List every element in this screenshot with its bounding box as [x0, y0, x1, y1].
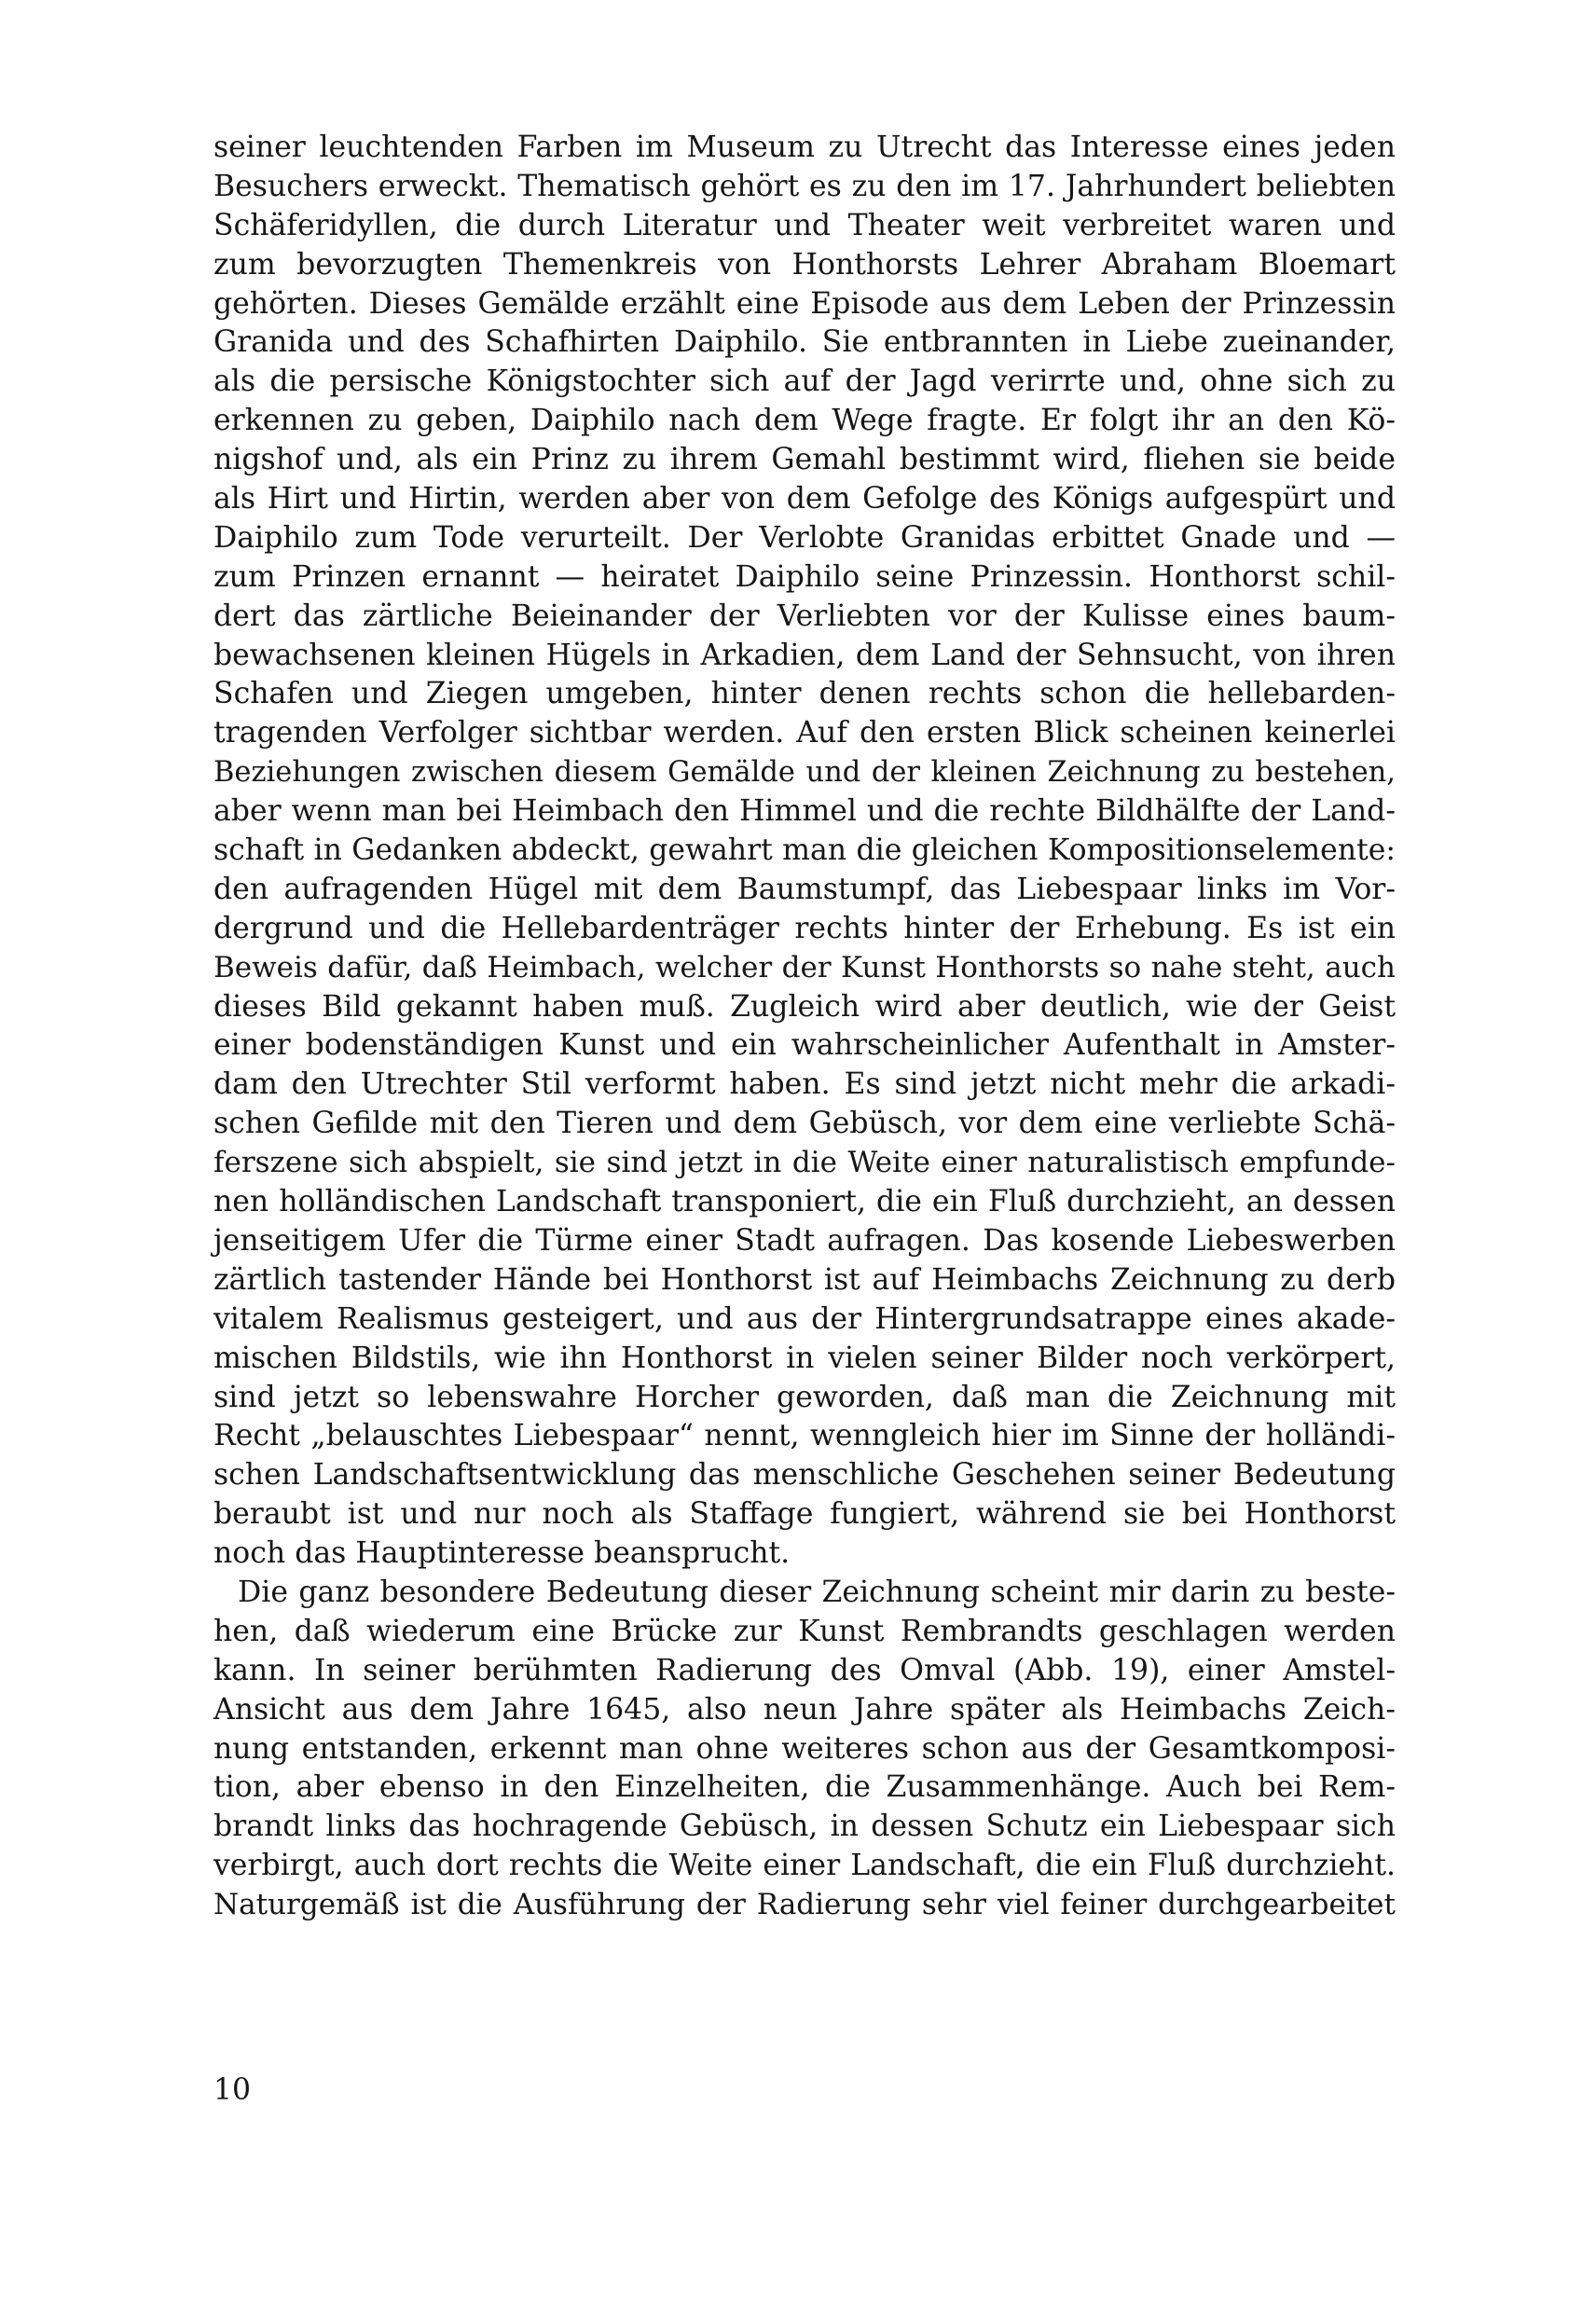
text-line: nen holländischen Landschaft transponiert, die ein Fluß durchzieht, an dessen — [213, 1185, 1396, 1219]
text-line: als Hirt und Hirtin, werden aber von dem Gefolge des Königs aufgespürt und — [213, 482, 1396, 516]
text-line: zärtlich tastender Hände bei Honthorst ist auf Heimbachs Zeichnung zu derb — [213, 1262, 1396, 1297]
text-line: dam den Utrechter Stil verformt haben. Es sind jetzt nicht mehr die arkadi- — [213, 1067, 1396, 1102]
text-line: mischen Bildstils, wie ihn Honthorst in vielen seiner Bilder noch verkörpert, — [213, 1341, 1396, 1375]
text-line: bewachsenen kleinen Hügels in Arkadien, dem Land der Sehnsucht, von ihren — [213, 638, 1396, 672]
text-line: Granida und des Schafhirten Daiphilo. Sie entbrannten in Liebe zueinander, — [213, 325, 1396, 360]
text-line: jenseitigem Ufer die Türme einer Stadt aufragen. Das kosende Liebeswerben — [213, 1223, 1396, 1258]
text-line: hen, daß wiederum eine Brücke zur Kunst Rembrandts geschlagen werden — [213, 1614, 1396, 1648]
text-line: schaft in Gedanken abdeckt, gewahrt man die gleichen Kompositionselemente: — [213, 833, 1396, 868]
text-line: Schafen und Ziegen umgeben, hinter denen rechts schon die hellebarden- — [213, 677, 1396, 711]
text-line: einer bodenständigen Kunst und ein wahrscheinlicher Aufenthalt in Amster- — [213, 1028, 1396, 1063]
text-line: beraubt ist und nur noch als Staffage fungiert, während sie bei Honthorst — [213, 1497, 1396, 1532]
text-line: Die ganz besondere Bedeutung dieser Zeichnung scheint mir darin zu beste- — [238, 1575, 1396, 1609]
text-line: vitalem Realismus gesteigert, und aus der Hintergrundsatrappe eines akade- — [213, 1301, 1396, 1336]
text-line: aber wenn man bei Heimbach den Himmel und die rechte Bildhälfte der Land- — [213, 794, 1396, 829]
text-line: verbirgt, auch dort rechts die Weite einer Landschaft, die ein Fluß durchzieht. — [213, 1849, 1396, 1883]
text-line: noch das Hauptinteresse beansprucht. — [213, 1536, 791, 1571]
text-line: Besuchers erweckt. Thematisch gehört es zu den im 17. Jahrhundert beliebten — [213, 169, 1396, 203]
text-line: dergrund und die Hellebardenträger rechts hinter der Erhebung. Es ist ein — [213, 911, 1396, 945]
text-line: zum Prinzen ernannt — heiratet Daiphilo seine Prinzessin. Honthorst schil- — [213, 559, 1396, 594]
text-line: Beweis dafür, daß Heimbach, welcher der Kunst Honthorsts so nahe steht, auch — [213, 950, 1396, 984]
text-line: Naturgemäß ist die Ausführung der Radierung sehr viel feiner durchgearbeitet — [213, 1888, 1396, 1922]
text-line: brandt links das hochragende Gebüsch, in dessen Schutz ein Liebespaar sich — [213, 1810, 1396, 1844]
text-line: dieses Bild gekannt haben muß. Zugleich wird aber deutlich, wie der Geist — [213, 989, 1396, 1024]
text-line: ferszene sich abspielt, sie sind jetzt in die Weite einer naturalistisch empfunde- — [213, 1146, 1396, 1180]
text-line: sind jetzt so lebenswahre Horcher geworden, daß man die Zeichnung mit — [213, 1380, 1396, 1414]
text-line: Daiphilo zum Tode verurteilt. Der Verlobte Granidas erbittet Gnade und — — [213, 520, 1396, 555]
text-line: Recht „belauschtes Liebespaar“ nennt, wenngleich hier im Sinne der holländi- — [213, 1419, 1396, 1453]
text-line: tion, aber ebenso in den Einzelheiten, die Zusammenhänge. Auch bei Rem- — [213, 1770, 1396, 1805]
text-line: als die persische Königstochter sich auf der Jagd verirrte und, ohne sich zu — [213, 365, 1396, 399]
text-line: seiner leuchtenden Farben im Museum zu Utrecht das Interesse eines jeden — [213, 131, 1396, 164]
text-line: Ansicht aus dem Jahre 1645, also neun Jahre später als Heimbachs Zeich- — [213, 1692, 1396, 1727]
text-line: nung entstanden, erkennt man ohne weiteres schon aus der Gesamtkomposi- — [213, 1731, 1396, 1766]
body-text — [213, 129, 1396, 1925]
text-line: erkennen zu geben, Daiphilo nach dem Wege fragte. Er folgt ihr an den Kö- — [213, 404, 1396, 438]
text-line: tragenden Verfolger sichtbar werden. Auf den ersten Blick scheinen keinerlei — [213, 716, 1396, 750]
text-line: kann. In seiner berühmten Radierung des Omval (Abb. 19), einer Amstel- — [213, 1653, 1396, 1687]
text-line: den aufragenden Hügel mit dem Baumstumpf, das Liebespaar links im Vor- — [213, 872, 1396, 906]
page-number: 10 — [213, 2073, 252, 2107]
text-line: dert das zärtliche Beieinander der Verliebten vor der Kulisse eines baum- — [213, 599, 1396, 633]
text-line: Schäferidyllen, die durch Literatur und Theater weit verbreitet waren und — [213, 208, 1396, 242]
text-line: schen Gefilde mit den Tieren und dem Gebüsch, vor dem eine verliebte Schä- — [213, 1107, 1396, 1141]
text-line: schen Landschaftsentwicklung das menschliche Geschehen seiner Bedeutung — [213, 1458, 1396, 1493]
text-line: Beziehungen zwischen diesem Gemälde und der kleinen Zeichnung zu bestehen, — [213, 756, 1396, 790]
text-line: gehörten. Dieses Gemälde erzählt eine Episode aus dem Leben der Prinzessin — [213, 286, 1396, 321]
text-line: zum bevorzugten Themenkreis von Honthorsts Lehrer Abraham Bloemart — [213, 247, 1396, 282]
text-line: nigshof und, als ein Prinz zu ihrem Gemahl bestimmt wird, fliehen sie beide — [213, 443, 1396, 477]
